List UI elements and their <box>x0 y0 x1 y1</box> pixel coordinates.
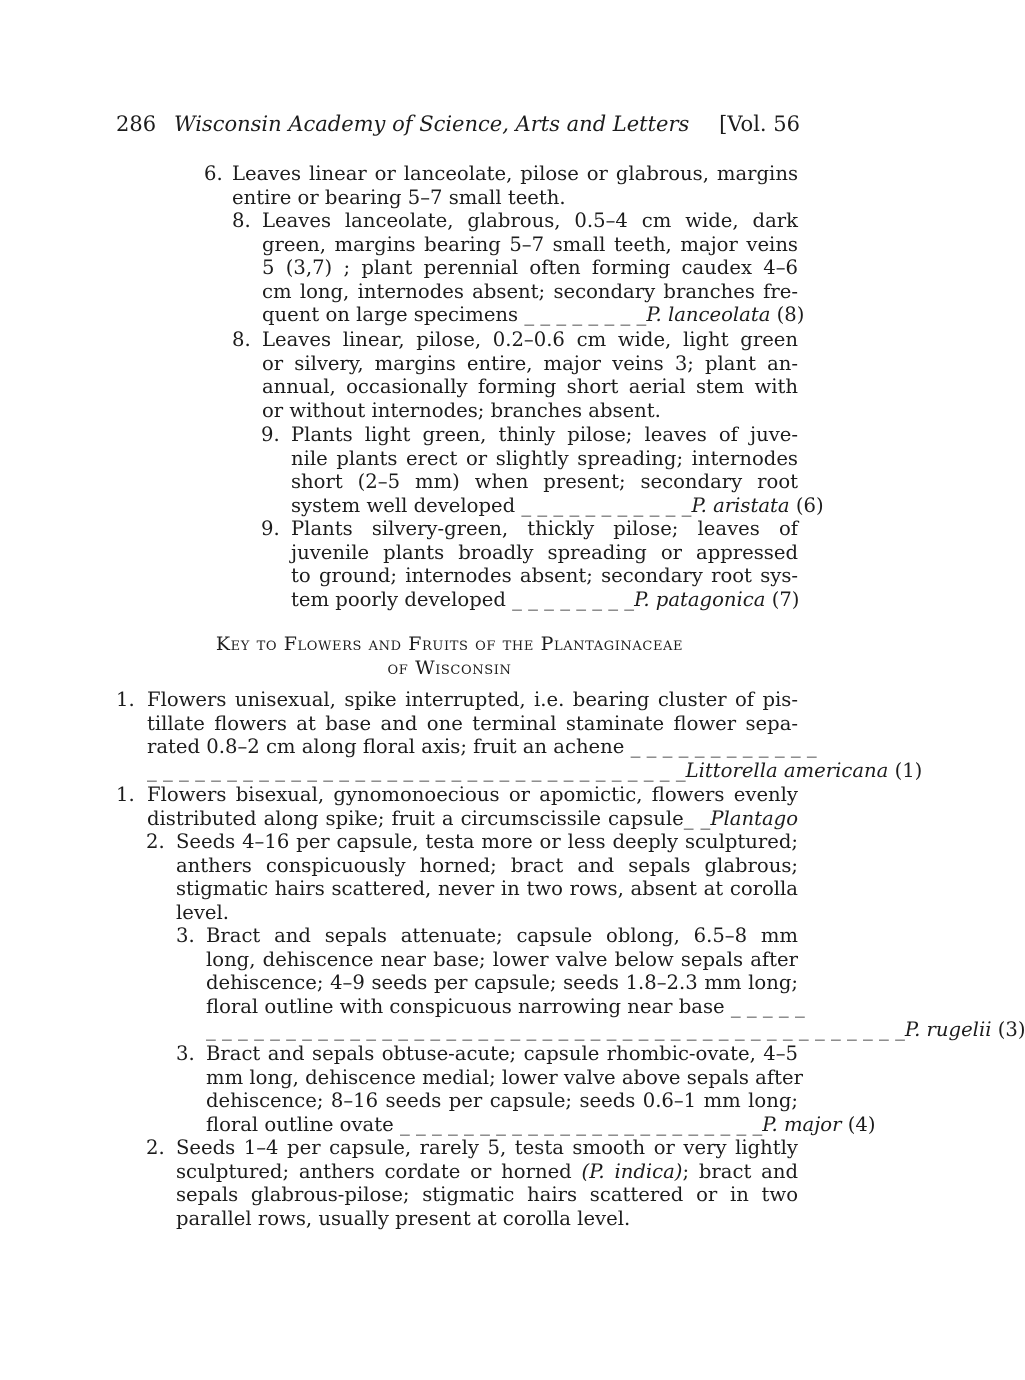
entry-text: ; bract and <box>682 1159 798 1183</box>
entry-text: floral outline with conspicuous narrowing near base <box>206 994 725 1018</box>
entry-text: quent on large specimens <box>262 303 519 327</box>
entry-line <box>206 1112 876 1137</box>
entry-text: rated 0.8–2 cm along floral axis; fruit an achene <box>147 735 625 759</box>
taxon-count: (3) <box>997 1018 1025 1042</box>
key-entry-8-linear <box>232 328 798 422</box>
entry-line <box>206 1018 1025 1042</box>
taxon-name: P. patagonica <box>634 587 766 611</box>
entry-line: dehiscence; 4–9 seeds per capsule; seeds 1.8–2.3 mm long; <box>206 971 798 995</box>
entry-line: 5 (3,7) ; plant perennial often forming caudex 4–6 <box>262 256 798 280</box>
key-entry-9-patagonica <box>261 517 800 611</box>
entry-number: 8. <box>232 209 251 232</box>
dot-leader: _ _ <box>683 806 711 830</box>
key-entry-1-plantago <box>116 783 798 830</box>
entry-line: annual, occasionally forming short aerial stem with <box>262 375 798 399</box>
entry-number: 3. <box>176 1042 195 1065</box>
entry-number: 9. <box>261 517 280 540</box>
dot-leader: _ _ _ _ _ _ _ _ <box>524 303 647 327</box>
key-entry-8-lanceolata <box>232 209 805 327</box>
entry-line <box>147 807 798 831</box>
entry-line: short (2–5 mm) when present; secondary root <box>291 470 798 494</box>
entry-line <box>291 588 798 612</box>
dot-leader: _ _ _ _ _ _ _ _ _ _ _ _ <box>630 735 817 759</box>
key-entry-3-rugelii <box>176 924 1025 1042</box>
entry-line: or silvery, margins entire, major veins 3; plant an- <box>262 351 798 375</box>
page-number: 286 <box>116 112 157 136</box>
taxon-name: (P. indica) <box>581 1159 683 1183</box>
dot-leader: _ _ _ _ _ _ _ _ _ _ _ _ _ _ _ _ _ _ _ _ _ _ _ _ _ _ _ _ _ _ _ _ _ _ <box>147 758 686 782</box>
section-title <box>0 632 899 656</box>
entry-text: sculptured; anthers cordate or horned <box>176 1159 572 1183</box>
taxon-name: Plantago <box>710 806 798 830</box>
section-title-continued <box>0 656 899 680</box>
taxon-name: P. rugelii <box>904 1018 992 1042</box>
taxon-name: P. major <box>762 1112 842 1136</box>
entry-line: anthers conspicuously horned; bract and sepals glabrous; <box>176 853 798 877</box>
entry-line <box>176 1160 798 1184</box>
key-entry-2-deeply-sculptured <box>146 830 798 924</box>
entry-line <box>262 303 805 327</box>
entry-line: to ground; internodes absent; secondary root sys- <box>291 564 798 588</box>
entry-text: floral outline ovate <box>206 1112 394 1136</box>
entry-number: 8. <box>232 328 251 351</box>
entry-line: Leaves linear, pilose, 0.2–0.6 cm wide, light green <box>262 328 798 351</box>
entry-line: parallel rows, usually present at corolla level. <box>176 1206 631 1230</box>
entry-line: sepals glabrous-pilose; stigmatic hairs scattered or in two <box>176 1183 798 1207</box>
key-entry-6 <box>204 162 798 209</box>
dot-leader: _ _ _ _ _ <box>730 994 805 1018</box>
taxon-count: (7) <box>771 587 800 611</box>
entry-number: 1. <box>116 688 135 711</box>
entry-number: 9. <box>261 423 280 446</box>
key-entry-9-aristata <box>261 423 824 517</box>
entry-line: long, dehiscence near base; lower valve below sepals after <box>206 947 798 971</box>
entry-line: Leaves linear or lanceolate, pilose or glabrous, margins <box>232 162 798 185</box>
dot-leader: _ _ _ _ _ _ _ _ _ _ _ _ _ _ _ _ _ _ _ _ _ _ _ _ _ _ _ _ _ _ _ _ _ _ _ _ _ _ _ _ _ _ _ _ <box>206 1018 905 1042</box>
taxon-count: (1) <box>894 758 923 782</box>
key-entry-2-smooth <box>146 1136 798 1230</box>
taxon-count: (6) <box>795 493 824 517</box>
key-entry-3-major <box>176 1042 876 1136</box>
entry-line: Bract and sepals obtuse-acute; capsule rhombic-ovate, 4–5 <box>206 1042 798 1065</box>
entry-line: Bract and sepals attenuate; capsule oblong, 6.5–8 mm <box>206 924 798 947</box>
entry-line <box>206 994 805 1019</box>
section-title-line: Key to Flowers and Fruits of the Plantaginaceae <box>215 633 684 655</box>
key-entry-1-littorella <box>116 688 923 782</box>
entry-text: distributed along spike; fruit a circumscissile capsule <box>147 806 684 830</box>
entry-line: Flowers unisexual, spike interrupted, i.e. bearing cluster of pis- <box>147 688 798 711</box>
entry-line: Seeds 4–16 per capsule, testa more or less deeply sculptured; <box>176 830 798 853</box>
journal-title: Wisconsin Academy of Science, Arts and Letters <box>174 112 690 136</box>
taxon-name: P. aristata <box>691 493 790 517</box>
entry-text: tem poorly developed <box>291 587 506 611</box>
entry-line: entire or bearing 5–7 small teeth. <box>232 185 566 209</box>
entry-line <box>147 735 817 759</box>
entry-line: nile plants erect or slightly spreading; internodes <box>291 446 798 470</box>
entry-text: system well developed <box>291 493 516 517</box>
entry-line: cm long, internodes absent; secondary branches fre- <box>262 279 798 303</box>
entry-line: stigmatic hairs scattered, never in two rows, absent at corolla <box>176 877 798 901</box>
entry-line: or without internodes; branches absent. <box>262 398 661 422</box>
volume-label: [Vol. 56 <box>719 112 800 136</box>
entry-number: 3. <box>176 924 195 947</box>
taxon-name: P. lanceolata <box>646 303 771 327</box>
dot-leader: _ _ _ _ _ _ _ _ <box>512 587 635 611</box>
entry-number: 2. <box>146 1136 165 1159</box>
entry-line: dehiscence; 8–16 seeds per capsule; seeds 0.6–1 mm long; <box>206 1089 798 1113</box>
entry-line: tillate flowers at base and one terminal staminate flower sepa- <box>147 711 798 735</box>
entry-line: level. <box>176 900 230 924</box>
entry-number: 6. <box>204 162 223 185</box>
entry-line: Flowers bisexual, gynomonoecious or apomictic, flowers evenly <box>147 783 798 806</box>
entry-line <box>147 758 923 783</box>
entry-number: 2. <box>146 830 165 853</box>
taxon-count: (8) <box>776 303 805 327</box>
entry-line: Plants light green, thinly pilose; leaves of juve- <box>291 423 798 446</box>
entry-number: 1. <box>116 783 135 806</box>
entry-line: Seeds 1–4 per capsule, rarely 5, testa smooth or very lightly <box>176 1136 798 1159</box>
taxon-name: Littorella americana <box>685 758 889 782</box>
dot-leader: _ _ _ _ _ _ _ _ _ _ _ <box>521 493 692 517</box>
entry-line: Leaves lanceolate, glabrous, 0.5–4 cm wide, dark <box>262 209 798 232</box>
entry-line: green, margins bearing 5–7 small teeth, major veins <box>262 232 798 256</box>
entry-line <box>291 493 824 518</box>
dot-leader: _ _ _ _ _ _ _ _ _ _ _ _ _ _ _ _ _ _ _ _ _ _ _ <box>399 1112 763 1136</box>
taxon-count: (4) <box>847 1112 876 1136</box>
entry-line: Plants silvery-green, thickly pilose; leaves of <box>291 517 798 540</box>
running-header <box>116 108 800 140</box>
section-title-line: of Wisconsin <box>387 657 512 679</box>
entry-line: juvenile plants broadly spreading or appressed <box>291 540 798 564</box>
entry-line: mm long, dehiscence medial; lower valve above sepals after <box>206 1065 803 1089</box>
